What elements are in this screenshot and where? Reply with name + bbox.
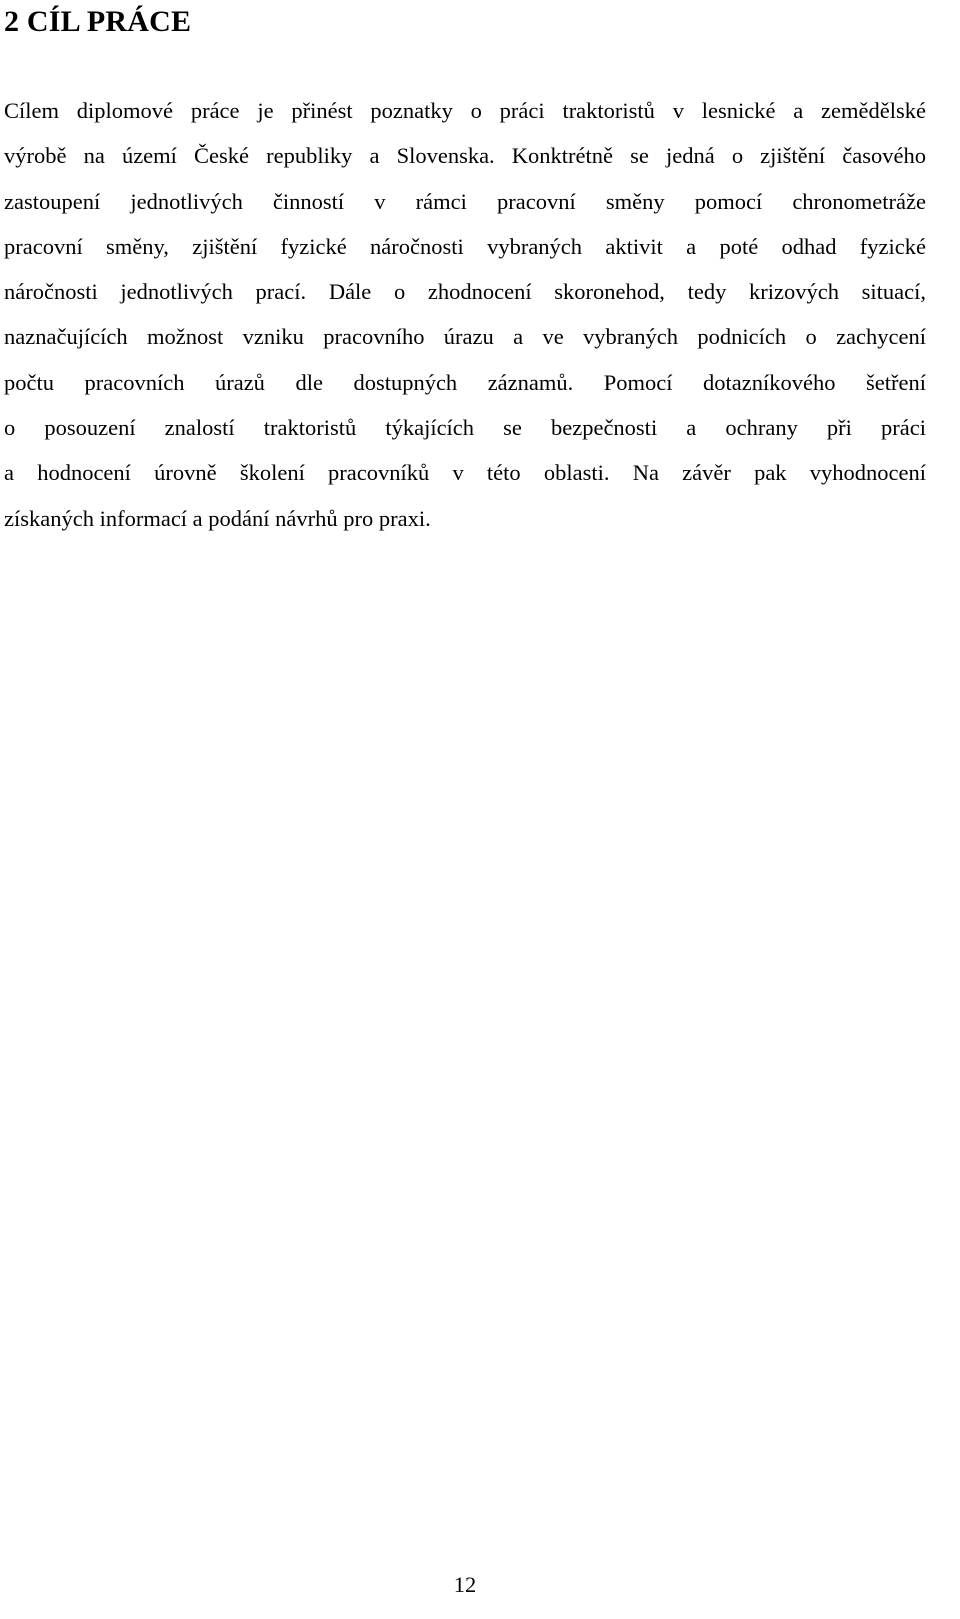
paragraph-line: získaných informací a podání návrhů pro praxi. bbox=[4, 505, 431, 531]
paragraph-line: o posouzení znalostí traktoristů týkajících se bezpečnosti a ochrany při práci bbox=[4, 415, 926, 441]
paragraph-line: počtu pracovních úrazů dle dostupných záznamů. Pomocí dotazníkového šetření bbox=[4, 369, 926, 395]
body-paragraph bbox=[4, 88, 926, 541]
page-number: 12 bbox=[453, 1572, 477, 1597]
paragraph-line: výrobě na území České republiky a Slovenska. Konktrétně se jedná o zjištění časového bbox=[4, 143, 926, 169]
paragraph-line: Cílem diplomové práce je přinést poznatky o práci traktoristů v lesnické a zemědělské bbox=[4, 98, 926, 123]
paragraph-line: náročnosti jednotlivých prací. Dále o zhodnocení skoronehod, tedy krizových situací, bbox=[4, 279, 926, 305]
paragraph-line: naznačujících možnost vzniku pracovního úrazu a ve vybraných podnicích o zachycení bbox=[4, 324, 926, 350]
paragraph-line: pracovní směny, zjištění fyzické náročnosti vybraných aktivit a poté odhad fyzické bbox=[4, 233, 926, 259]
section-heading: 2 CÍL PRÁCE bbox=[4, 5, 192, 38]
paragraph-line: a hodnocení úrovně školení pracovníků v této oblasti. Na závěr pak vyhodnocení bbox=[4, 460, 926, 486]
paragraph-line: zastoupení jednotlivých činností v rámci pracovní směny pomocí chronometráže bbox=[4, 188, 926, 214]
